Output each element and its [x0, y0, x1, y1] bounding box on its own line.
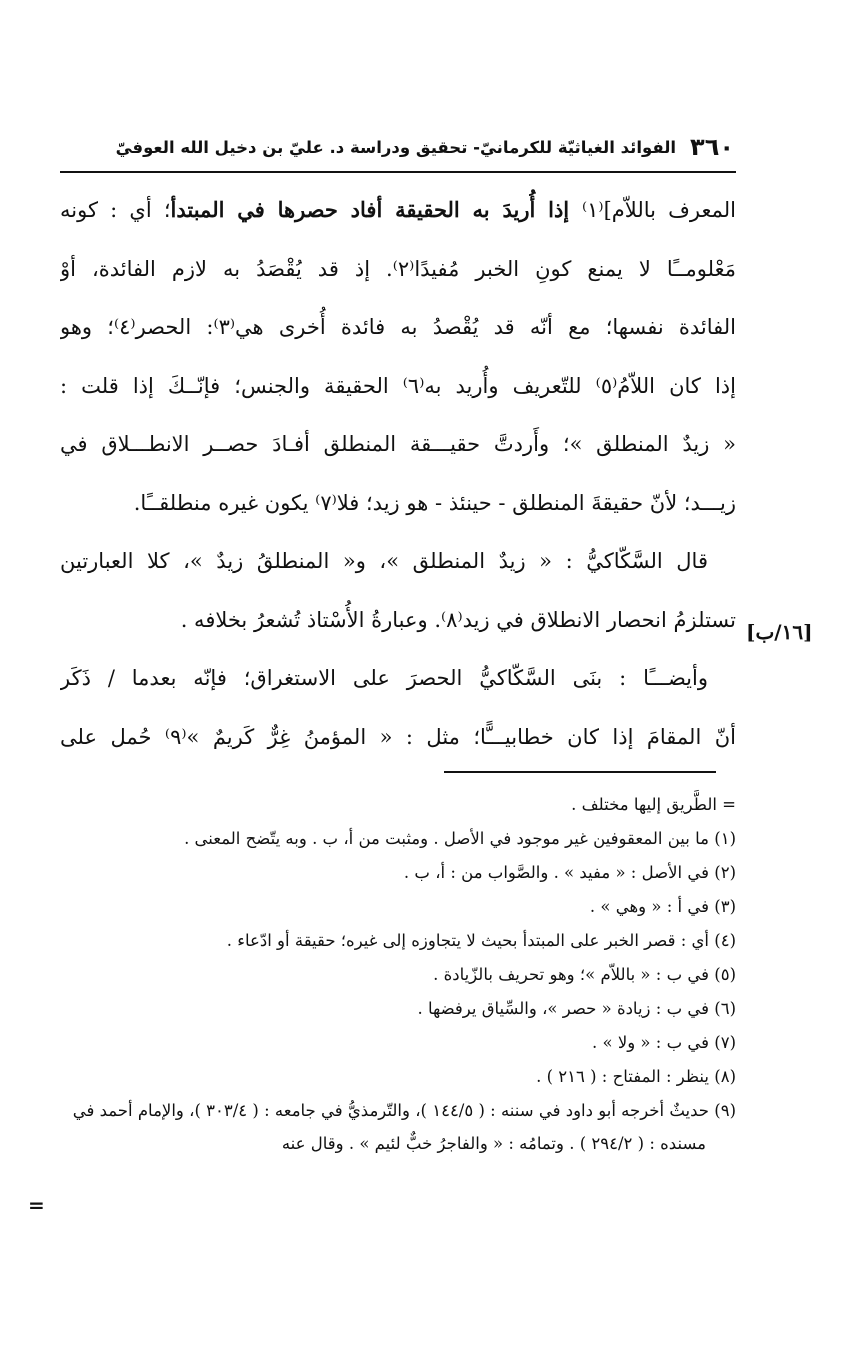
- body-line-9: وأيضـــًا : بنَى السَّكّاكيُّ الحصرَ على الاستغراق؛ فإنّه بعدما / ذَكَر: [60, 666, 708, 690]
- footnote-continues-marker: =: [28, 1193, 45, 1217]
- body-line-1: [60, 181, 736, 240]
- footnote-1: (١) ما بين المعقوفين غير موجود في الأصل . ومثبت من أ، ب . وبه يتّضح المعنى .: [184, 829, 736, 848]
- footnote-6: (٦) في ب : زيادة « حصر »، والسِّياق يرفضها .: [417, 999, 736, 1018]
- running-title: الفوائد الغياثيّة للكرمانيّ- تحقيق ودراسة د. عليّ بن دخيل الله العوفيّ: [115, 137, 677, 157]
- footnote-2: (٢) في الأصل : « مفيد » . والصَّواب من : أ، ب .: [403, 863, 736, 882]
- footnote-7: (٧) في ب : « ولا » .: [591, 1033, 736, 1052]
- bold-phrase: إذا أُريدَ به الحقيقة أفاد حصرها في المبتدأ: [170, 197, 582, 222]
- body-line-3: الفائدة نفسها؛ مع أنّه قد يُقْصدُ به فائدة أُخرى هي⁽٣⁾: الحصر⁽٤⁾؛ وهو: [60, 315, 736, 339]
- page-header: [60, 130, 734, 164]
- body-line-5: « زيدٌ المنطلق »؛ وأَردتَّ حقيـــقة المنطلق أفـادَ حصــر الانطـــلاق في: [60, 432, 736, 456]
- body-line-2: مَعْلومــًا لا يمنع كونِ الخبر مُفيدًا⁽٢⁾. إذ قد يُقْصَدُ به لازم الفائدة، أوْ: [60, 256, 736, 281]
- footnotes: [60, 788, 736, 1160]
- body-line-1-before: المعرف باللاّم]: [603, 198, 736, 222]
- body-line-7: قال السَّكّاكيُّ : « زيدٌ المنطلق »، و« المنطلقُ زيدٌ »، كلا العبارتين: [60, 549, 708, 573]
- manuscript-folio-marker: [١٦/ب]: [746, 620, 813, 644]
- body-line-8: تستلزمُ انحصار الانطلاق في زيد⁽٨⁾. وعبارةُ الأُسْتاذ تُشعرُ بخلافه .: [180, 607, 736, 632]
- body-line-10: أنّ المقامَ إذا كان خطابيـــًّا؛ مثل : « المؤمنُ غِرٌّ كَريمٌ »⁽٩⁾ حُمل على: [60, 724, 736, 749]
- body-line-4: إذا كان اللاّمُ⁽٥⁾ للتّعريف وأُريد به⁽٦⁾ الحقيقة والجنس؛ فإنّــكَ إذا قلت :: [60, 373, 736, 398]
- footnote-5: (٥) في ب : « باللاّم »؛ وهو تحريف بالزّيادة .: [433, 965, 736, 984]
- body-line-1-after: ؛ أي : كونه: [60, 198, 171, 222]
- main-text: [60, 181, 736, 766]
- footnote-3: (٣) في أ : « وهي » .: [589, 897, 736, 916]
- body-line-6: زيـــد؛ لأنّ حقيقةَ المنطلق - حينئذ - هو زيد؛ فلا⁽٧⁾ يكون غيره منطلقــًا.: [133, 490, 736, 515]
- footnote-ref-1: ⁽١⁾: [581, 198, 604, 222]
- page-number: ٣٦٠: [690, 133, 734, 161]
- footnote-8: (٨) ينظر : المفتاح : ( ٢١٦ ) .: [536, 1067, 736, 1086]
- footnote-9: (٩) حديثٌ أخرجه أبو داود في سننه : ( ١٤٤/٥ )، والتّرمذيُّ في جامعه : ( ٣٠٣/٤ )، والإمام أحمد في مسنده : ( ٢٩٤/٢ ) . وتمامُه : « والفاجرُ خبٌّ لئيم » . وقال عنه: [72, 1101, 736, 1153]
- footnote-4: (٤) أي : قصر الخبر على المبتدأ بحيث لا يتجاوزه إلى غيره؛ حقيقة أو ادّعاء .: [226, 931, 736, 950]
- footnote-separator: [444, 771, 716, 773]
- header-rule: [60, 171, 736, 173]
- footnote-continuation: = الطَّريق إليها مختلف .: [571, 795, 736, 814]
